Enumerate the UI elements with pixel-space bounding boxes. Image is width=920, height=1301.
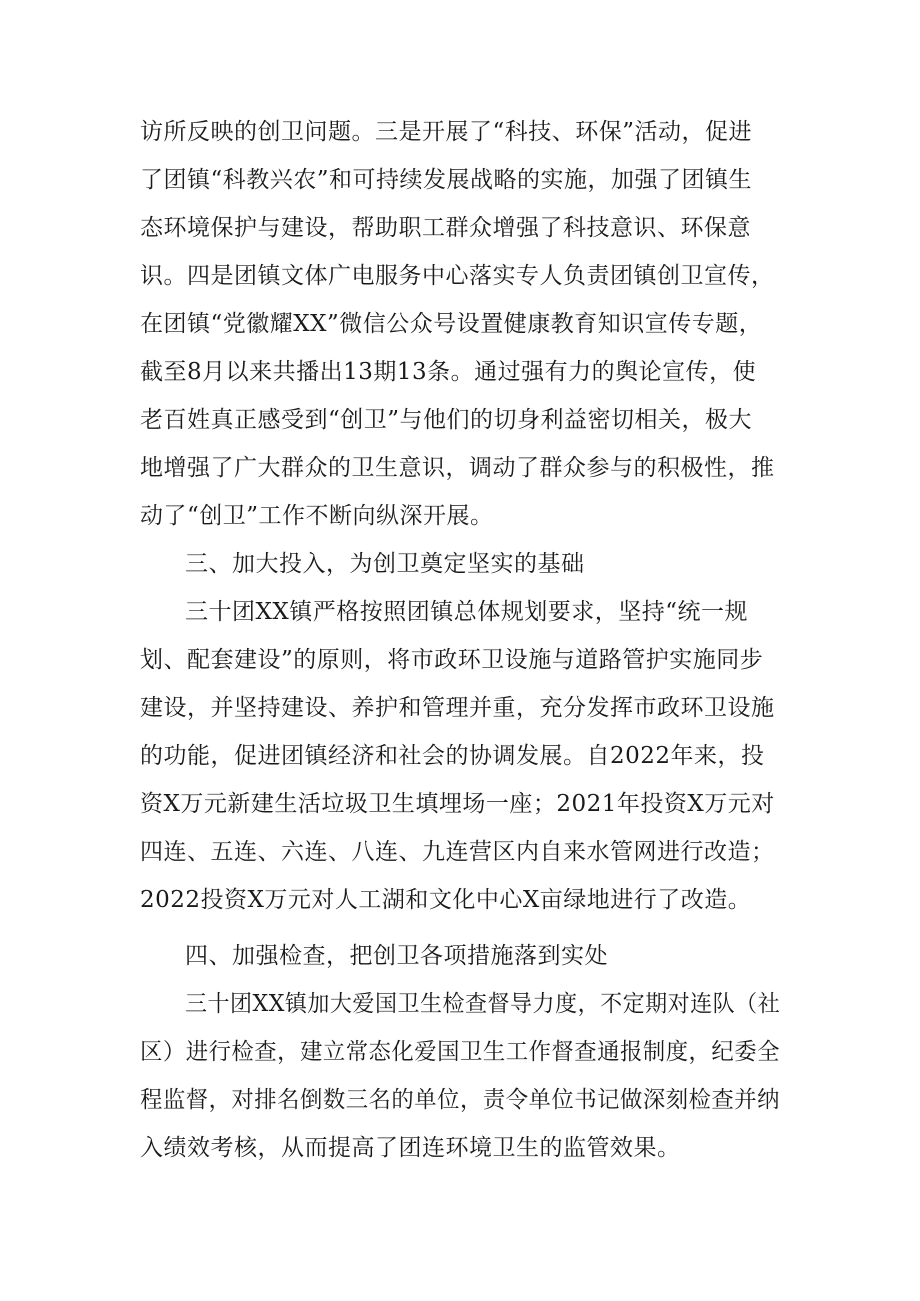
paragraph-line: 四连、五连、六连、八连、九连营区内自来水管网进行改造； xyxy=(140,839,775,865)
paragraph-line: 区）进行检查，建立常态化爱国卫生工作督查通报制度，纪委全 xyxy=(140,1039,780,1065)
paragraph-line: 识。四是团镇文体广电服务中心落实专人负责团镇创卫宣传， xyxy=(140,263,775,289)
paragraph-line: 2022投资X万元对人工湖和文化中心X亩绿地进行了改造。 xyxy=(140,887,752,913)
paragraph-line: 在团镇“党徽耀XX”微信公众号设置健康教育知识宣传专题， xyxy=(140,311,763,337)
paragraph-line: 建设，并坚持建设、养护和管理并重，充分发挥市政环卫设施 xyxy=(140,695,775,721)
paragraph-line: 程监督，对排名倒数三名的单位，责令单位书记做深刻检查并纳 xyxy=(140,1087,780,1113)
paragraph-line: 了团镇“科教兴农”和可持续发展战略的实施，加强了团镇生 xyxy=(140,167,753,193)
paragraph-line: 地增强了广大群众的卫生意识，调动了群众参与的积极性，推 xyxy=(140,455,775,481)
paragraph-line: 老百姓真正感受到“创卫”与他们的切身利益密切相关，极大 xyxy=(140,407,753,433)
paragraph-line: 的功能，促进团镇经济和社会的协调发展。自2022年来，投 xyxy=(140,743,765,769)
section-heading: 三、加大投入，为创卫奠定坚实的基础 xyxy=(185,551,585,577)
paragraph-line: 态环境保护与建设，帮助职工群众增强了科技意识、环保意 xyxy=(140,215,751,241)
paragraph-line: 访所反映的创卫问题。三是开展了“科技、环保”活动，促进 xyxy=(140,119,753,145)
paragraph-line: 划、配套建设”的原则，将市政环卫设施与道路管护实施同步 xyxy=(140,647,764,673)
section-heading: 四、加强检查，把创卫各项措施落到实处 xyxy=(185,943,608,969)
paragraph-line: 截至8月以来共播出13期13条。通过强有力的舆论宣传，使 xyxy=(140,359,757,385)
paragraph-line: 三十团XX镇加大爱国卫生检查督导力度，不定期对连队（社 xyxy=(185,991,781,1017)
paragraph-line: 资X万元新建生活垃圾卫生填埋场一座；2021年投资X万元对 xyxy=(140,791,775,817)
paragraph-line: 入绩效考核，从而提高了团连环境卫生的监管效果。 xyxy=(140,1135,681,1161)
paragraph-line: 动了“创卫”工作不断向纵深开展。 xyxy=(140,503,494,529)
paragraph-line: 三十团XX镇严格按照团镇总体规划要求，坚持“统一规 xyxy=(185,599,749,625)
